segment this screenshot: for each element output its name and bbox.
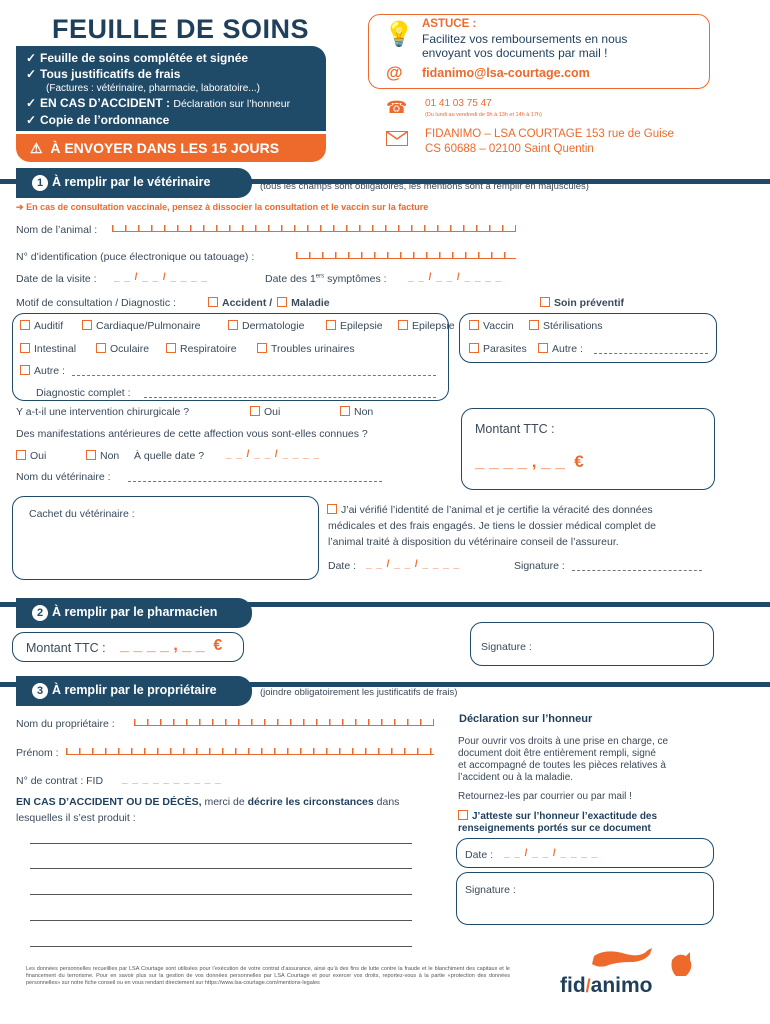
manifestations-non[interactable]: Non xyxy=(86,450,119,462)
visit-date-label: Date de la visite : xyxy=(16,273,97,285)
intervention-oui[interactable]: Oui xyxy=(250,406,280,418)
send-deadline-banner: ⚠ À ENVOYER DANS LES 15 JOURS xyxy=(16,134,326,162)
circumstances-line[interactable] xyxy=(30,868,412,869)
vet-amount-label: Montant TTC : xyxy=(475,422,555,436)
declaration-title: Déclaration sur l’honneur xyxy=(459,713,593,725)
check-icon: ✓ xyxy=(26,51,37,65)
circumstances-line[interactable] xyxy=(30,920,412,921)
vet-amount-field[interactable]: _ _ _ _ , _ _ € xyxy=(475,452,584,471)
vet-name-label: Nom du vétérinaire : xyxy=(16,471,111,483)
checkbox[interactable] xyxy=(250,406,260,416)
fidanimo-logo-text: fid/animo xyxy=(560,974,653,997)
animal-name-label: Nom de l’animal : xyxy=(16,224,98,236)
symptoms-date-label: Date des 1ers symptômes : xyxy=(265,273,387,285)
autre-field[interactable] xyxy=(72,375,436,376)
envelope-icon xyxy=(386,131,408,146)
checkbox[interactable] xyxy=(96,343,106,353)
vet-amount-box xyxy=(461,408,715,490)
option-auditif[interactable]: Auditif xyxy=(20,320,63,332)
pharmacy-amount-label: Montant TTC : xyxy=(26,641,106,655)
diagnostic-field[interactable] xyxy=(144,397,436,398)
vet-signature-label: Signature : xyxy=(514,560,565,572)
checklist-item: ✓ Copie de l’ordonnance xyxy=(26,113,170,127)
intervention-label: Y a-t-il une intervention chirurgicale ? xyxy=(16,406,190,418)
honor-attestation[interactable]: J’atteste sur l’honneur l’exactitude des renseignements portés sur ce document xyxy=(458,811,658,834)
checkbox[interactable] xyxy=(166,343,176,353)
accident-instructions-2: lesquelles il s’est produit : xyxy=(16,812,136,824)
pharmacy-amount-field[interactable]: _ _ _ _ , _ _ € xyxy=(120,637,223,654)
section-1-note: (tous les champs sont obligatoires, les mentions sont à remplir en majuscules) xyxy=(260,181,589,192)
vet-certification[interactable]: J’ai vérifié l’identité de l’animal et je certifie la véracité des données médicales et des frais engagés. Je tiens le dossier médical complet de l’animal traité à disposition du vétérinaire conseil de l’assureur. xyxy=(328,504,657,548)
option-oculaire[interactable]: Oculaire xyxy=(96,343,149,355)
warning-icon: ⚠ xyxy=(30,140,43,156)
circumstances-line[interactable] xyxy=(30,946,412,947)
option-respiratoire[interactable]: Respiratoire xyxy=(166,343,237,355)
phone-hours: (Du lundi au vendredi de 9h à 13h et 14h à 17h) xyxy=(425,112,542,118)
pharmacy-signature-label: Signature : xyxy=(481,641,532,653)
option-prev-autre[interactable]: Autre : xyxy=(538,343,583,355)
checkbox[interactable] xyxy=(82,320,92,330)
checkbox[interactable] xyxy=(538,343,548,353)
checkbox[interactable] xyxy=(469,320,479,330)
visit-date-field[interactable]: _ _ / _ _ / _ _ _ _ xyxy=(114,272,209,283)
identification-field[interactable] xyxy=(296,248,516,259)
owner-signature-box[interactable] xyxy=(456,872,714,925)
checkbox[interactable] xyxy=(326,320,336,330)
contract-field[interactable]: _ _ _ _ _ _ _ _ _ _ xyxy=(122,774,222,785)
vet-date-label: Date : xyxy=(328,560,357,572)
option-epilepsie-2[interactable]: Epilepsie xyxy=(398,320,448,332)
check-icon: ✓ xyxy=(26,96,37,110)
diagnostic-label: Diagnostic complet : xyxy=(36,387,131,399)
checkbox[interactable] xyxy=(20,365,30,375)
section-3-note: (joindre obligatoirement les justificatifs de frais) xyxy=(260,687,458,698)
checklist-panel xyxy=(16,46,326,131)
tip-text-1: Facilitez vos remboursements en nous xyxy=(422,32,628,46)
phone-icon: ☎ xyxy=(386,98,408,117)
check-icon: ✓ xyxy=(26,113,37,127)
checkbox[interactable] xyxy=(20,320,30,330)
owner-name-field[interactable] xyxy=(134,715,434,726)
option-cardiaque[interactable]: Cardiaque/Pulmonaire xyxy=(82,320,200,332)
symptoms-date-field[interactable]: _ _ / _ _ / _ _ _ _ xyxy=(408,272,503,283)
owner-name-label: Nom du propriétaire : xyxy=(16,718,115,730)
accident-option[interactable]: Accident / Maladie xyxy=(208,297,330,309)
tip-email[interactable]: fidanimo@lsa-courtage.com xyxy=(422,66,590,80)
option-epilepsie[interactable]: Epilepsie xyxy=(326,320,383,332)
option-vaccin[interactable]: Vaccin xyxy=(469,320,514,332)
checkbox[interactable] xyxy=(257,343,267,353)
motif-label: Motif de consultation / Diagnostic : xyxy=(16,297,176,309)
checkbox[interactable] xyxy=(20,343,30,353)
preventive-option[interactable]: Soin préventif xyxy=(540,297,624,309)
tip-text-2: envoyant vos documents par mail ! xyxy=(422,46,608,60)
manifestation-date-field[interactable]: _ _ / _ _ / _ _ _ _ xyxy=(226,449,321,460)
checklist-item: ✓ Tous justificatifs de frais xyxy=(26,67,181,81)
checklist-item: ✓ Feuille de soins complétée et signée xyxy=(26,51,249,65)
checkbox[interactable] xyxy=(540,297,550,307)
address-line-2: CS 60688 – 02100 Saint Quentin xyxy=(425,143,594,155)
option-troubles-urinaires[interactable]: Troubles urinaires xyxy=(257,343,355,355)
option-intestinal[interactable]: Intestinal xyxy=(20,343,76,355)
owner-firstname-field[interactable] xyxy=(66,744,434,755)
vaccine-warning: ➔ En cas de consultation vaccinale, pensez à dissocier la consultation et le vaccin sur la facture xyxy=(16,202,429,212)
section-1-tab: 1 À remplir par le vétérinaire xyxy=(16,168,252,198)
manifestations-oui[interactable]: Oui xyxy=(16,450,46,462)
quelle-date-label: À quelle date ? xyxy=(134,450,205,462)
checklist-note: (Factures : vétérinaire, pharmacie, laboratoire...) xyxy=(46,83,260,94)
checkbox[interactable] xyxy=(277,297,287,307)
section-3-tab: 3 À remplir par le propriétaire xyxy=(16,676,252,706)
circumstances-line[interactable] xyxy=(30,894,412,895)
animal-name-field[interactable] xyxy=(112,221,516,232)
checkbox[interactable] xyxy=(529,320,539,330)
option-autre[interactable]: Autre : xyxy=(20,365,65,377)
accident-instructions: EN CAS D’ACCIDENT OU DE DÉCÈS, merci de décrire les circonstances dans xyxy=(16,796,400,808)
page-title: FEUILLE DE SOINS xyxy=(52,14,310,44)
option-parasites[interactable]: Parasites xyxy=(469,343,527,355)
intervention-non[interactable]: Non xyxy=(340,406,373,418)
section-2-tab: 2 À remplir par le pharmacien xyxy=(16,598,252,628)
arrow-right-icon: ➔ xyxy=(16,202,24,212)
manifestations-label: Des manifestations antérieures de cette affection vous sont-elles connues ? xyxy=(16,428,368,440)
tip-title: ASTUCE : xyxy=(422,18,477,30)
owner-date-field[interactable]: _ _ / _ _ / _ _ _ _ xyxy=(504,848,599,859)
vet-name-field[interactable] xyxy=(128,481,382,482)
vet-date-field[interactable]: _ _ / _ _ / _ _ _ _ xyxy=(366,559,461,570)
circumstances-line[interactable] xyxy=(30,843,412,844)
declaration-text: Pour ouvrir vos droits à une prise en charge, ce document doit être entièrement rempli, signé et accompagné de toutes les pièces relatives à l’accident ou à la maladie. xyxy=(458,736,669,783)
owner-signature-label: Signature : xyxy=(465,884,516,896)
owner-date-label: Date : xyxy=(465,849,494,861)
checkbox[interactable] xyxy=(228,320,238,330)
checkbox[interactable] xyxy=(340,406,350,416)
contract-label: N° de contrat : FID xyxy=(16,775,104,787)
lightbulb-icon: 💡 xyxy=(384,21,414,48)
at-icon: @ xyxy=(386,63,403,82)
option-dermatologie[interactable]: Dermatologie xyxy=(228,320,304,332)
identification-label: N° d’identification (puce électronique ou tatouage) : xyxy=(16,251,255,263)
address-line-1: FIDANIMO – LSA COURTAGE 153 rue de Guise xyxy=(425,128,674,140)
checkbox[interactable] xyxy=(469,343,479,353)
vet-signature-field[interactable] xyxy=(572,570,702,571)
checkbox[interactable] xyxy=(398,320,408,330)
owner-firstname-label: Prénom : xyxy=(16,747,59,759)
checkbox[interactable] xyxy=(16,450,26,460)
checkbox[interactable] xyxy=(86,450,96,460)
checkbox[interactable] xyxy=(458,810,468,820)
checklist-item: ✓ EN CAS D’ACCIDENT : Déclaration sur l’honneur xyxy=(26,96,291,110)
phone-number: 01 41 03 75 47 xyxy=(425,98,492,109)
legal-notice: Les données personnelles recueillies par LSA Courtage sont utilisées pour l’exécution de votre contrat d’assurance, ainsi qu’à des fins de lutte contre la fraude et le blanchiment des capitaux et le financement du terrorisme. Pour en savoir plus sur la gestion de vos données personnelles par LSA Courtage et pour exercer vos droits, reportez-vous à la partie «protection des données personnelles» sur notre fiche conseil ou en vous rendant directement sur https://www.lsa-courtage.com/mentions-legales xyxy=(26,966,510,986)
check-icon: ✓ xyxy=(26,67,37,81)
return-text: Retournez-les par courrier ou par mail ! xyxy=(458,791,632,802)
checkbox[interactable] xyxy=(208,297,218,307)
option-sterilisations[interactable]: Stérilisations xyxy=(529,320,603,332)
prev-autre-field[interactable] xyxy=(594,353,708,354)
checkbox[interactable] xyxy=(327,504,337,514)
vet-stamp-label: Cachet du vétérinaire : xyxy=(29,508,135,520)
